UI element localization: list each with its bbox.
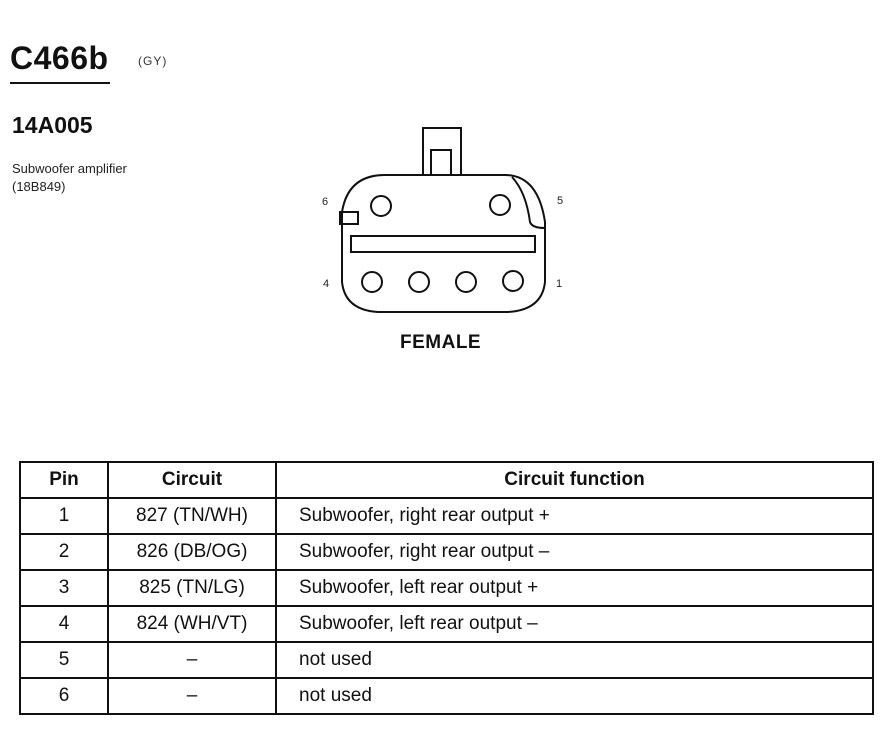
circuit-cell: – [108,678,276,714]
pin-cell: 6 [20,678,108,714]
header-pin: Pin [20,462,108,498]
pin-cell: 1 [20,498,108,534]
part-number: 14A005 [12,112,93,138]
function-cell: Subwoofer, left rear output – [276,606,873,642]
table-row [20,606,873,642]
function-cell: Subwoofer, right rear output – [276,534,873,570]
circuit-cell: 825 (TN/LG) [108,570,276,606]
pin-cell: 2 [20,534,108,570]
table-row [20,642,873,678]
circuit-cell: 826 (DB/OG) [108,534,276,570]
table-row [20,534,873,570]
pin-cell: 3 [20,570,108,606]
pinout-table [19,461,874,715]
pin-label-4: 4 [323,278,330,290]
pin-label-5: 5 [557,195,564,207]
connector-id: C466b [10,40,109,76]
function-cell: Subwoofer, right rear output + [276,498,873,534]
pin-cell: 4 [20,606,108,642]
header-circuit: Circuit [108,462,276,498]
female-label: FEMALE [400,332,482,353]
circuit-cell: 824 (WH/VT) [108,606,276,642]
table-header-row [20,462,873,498]
table-row [20,678,873,714]
pin-label-1: 1 [556,278,563,290]
table-row [20,570,873,606]
table-row [20,498,873,534]
pin-cell: 5 [20,642,108,678]
color-code: (GY) [138,54,168,68]
description-name: Subwoofer amplifier [12,161,127,176]
function-cell: not used [276,678,873,714]
header-circuit-function: Circuit function [276,462,873,498]
circuit-cell: – [108,642,276,678]
circuit-cell: 827 (TN/WH) [108,498,276,534]
function-cell: not used [276,642,873,678]
pin-label-6: 6 [322,196,329,208]
description-code: (18B849) [12,179,66,194]
function-cell: Subwoofer, left rear output + [276,570,873,606]
